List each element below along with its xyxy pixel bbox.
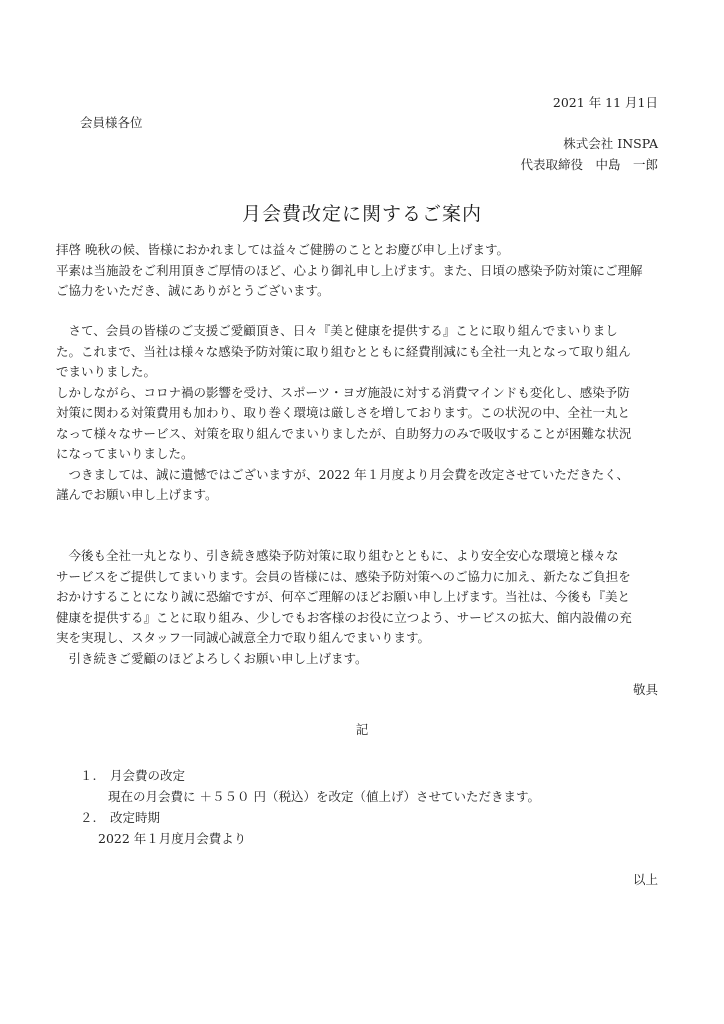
- main-paragraph: [56, 321, 676, 506]
- text-line: でまいりました。: [56, 364, 157, 379]
- text-line: 平素は当施設をご利用頂きご厚情のほど、心より御礼申し上げます。また、日頃の感染予防対策にご理解: [56, 262, 643, 278]
- future-paragraph: [56, 546, 676, 669]
- text-line: 対策に関わる対策費用も加わり、取り巻く環境は厳しさを増しております。この状況の中、全社一丸と: [56, 405, 631, 420]
- list-item-heading: [80, 765, 540, 786]
- list-item-detail: [80, 828, 540, 849]
- text-line: になってまいりました。: [56, 446, 194, 461]
- document-title: 月会費改定に関するご案内: [241, 203, 482, 225]
- text-line: 拝啓 晩秋の候、皆様におかれましては益々ご健勝のこととお慶び申し上げます。: [56, 242, 509, 257]
- item-heading: 改定時期: [110, 810, 161, 825]
- text-line: おかけすることになり誠に恐縮ですが、何卒ご理解のほどお願い申し上げます。当社は、今後も『美と: [56, 589, 631, 604]
- text-line: さて、会員の皆様のご支援ご愛顧頂き、日々『美と健康を提供する』ことに取り組んでまいりまし: [56, 323, 618, 338]
- closing-ijou: 以上: [632, 872, 658, 887]
- text-line: 引き続きご愛顧のほどよろしくお願い申し上げます。: [56, 650, 368, 666]
- text-line: 健康を提供する』ことに取り組み、少しでもお客様のお役に立つよう、サービスの拡大、館内設備の充: [56, 609, 632, 625]
- closing-keigu: 敬具: [632, 682, 658, 697]
- text-line: しかしながら、コロナ禍の影響を受け、スポーツ・ヨガ施設に対する消費マインドも変化し、感染予防: [56, 384, 630, 400]
- text-line: 今後も全社一丸となり、引き続き感染予防対策に取り組むとともに、より安全安心な環境と様々な: [56, 548, 619, 563]
- item-detail: 現在の月会費に ＋５５０ 円（税込）を改定（値上げ）させていただきます。: [108, 789, 540, 804]
- text-line: 実を実現し、スタッフ一同誠心誠意全力で取り組んでまいります。: [56, 630, 431, 645]
- item-number: ２.: [80, 810, 97, 825]
- greeting-paragraph: [56, 240, 676, 302]
- text-line: 謹んでお願い申し上げます。: [56, 487, 218, 502]
- document-date: 2021 年 11 月1日: [552, 95, 658, 110]
- list-item-heading: [80, 807, 540, 828]
- recipient: 会員様各位: [80, 115, 143, 130]
- text-line: つきましては、誠に遺憾ではございますが、2022 年１月度より月会費を改定させていただきたく、: [56, 466, 630, 482]
- company-name: 株式会社 INSPA: [563, 136, 658, 151]
- representative-name: 代表取締役 中島 一郎: [520, 157, 658, 172]
- text-line: ご協力をいただき、誠にありがとうございます。: [56, 283, 330, 298]
- ki-heading: 記: [355, 722, 369, 737]
- text-line: た。これまで、当社は様々な感染予防対策に取り組むとともに経費削減にも全社一丸となって取り組ん: [56, 343, 631, 359]
- item-heading: 月会費の改定: [110, 768, 186, 783]
- list-item-detail: [80, 786, 540, 807]
- details-list: [80, 765, 540, 849]
- item-detail: 2022 年１月度月会費より: [98, 831, 247, 846]
- text-line: なって様々なサービス、対策を取り組んでまいりましたが、自助努力のみで吸収することが困難な状況: [56, 425, 632, 441]
- item-number: １.: [80, 768, 97, 783]
- text-line: サービスをご提供してまいります。会員の皆様には、感染予防対策へのご協力に加え、新たなご負担を: [56, 568, 631, 584]
